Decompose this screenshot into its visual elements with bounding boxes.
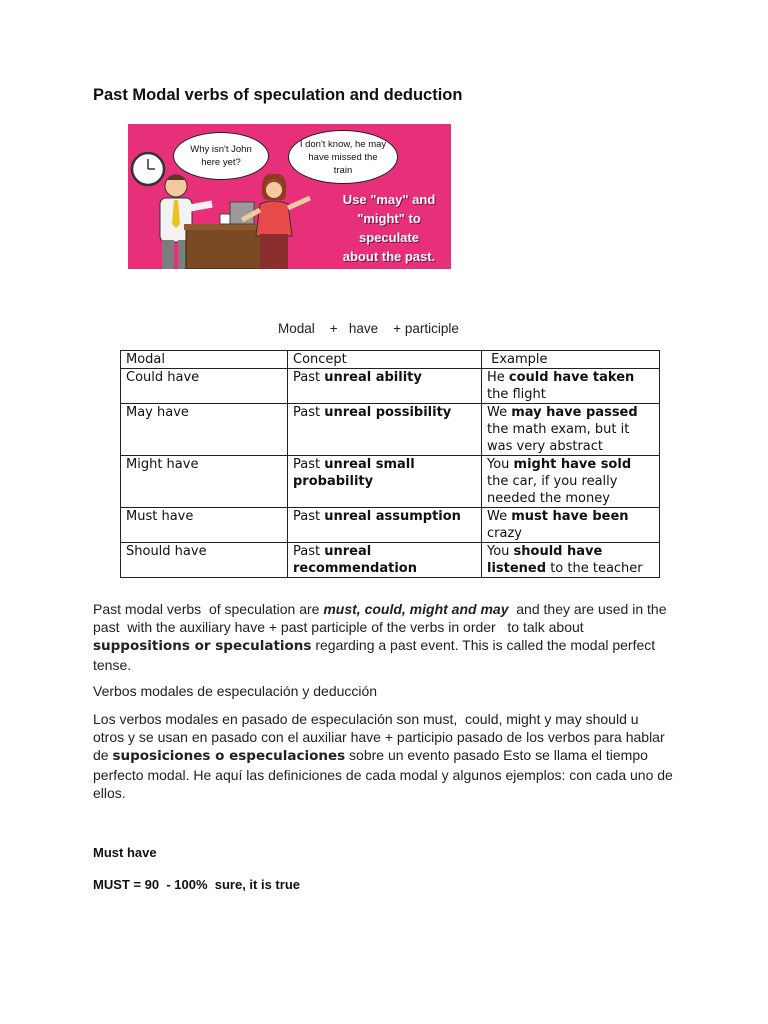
example-cell: You should have listened to the teacher	[482, 543, 660, 578]
modal-cell: Must have	[121, 508, 288, 543]
spanish-heading: Verbos modales de especulación y deducción	[93, 683, 378, 699]
table-row	[121, 456, 660, 508]
speculation-answer-bubble: I don't know, he may have missed the train	[288, 130, 398, 184]
table-row	[121, 543, 660, 578]
illustration-caption: Use "may" and "might" to speculate about the past.	[342, 192, 436, 264]
header-modal: Modal	[121, 351, 288, 369]
table-row	[121, 508, 660, 543]
modal-cell: May have	[121, 404, 288, 456]
table-row	[121, 404, 660, 456]
must-have-heading: Must have	[93, 845, 157, 860]
table-header-row	[121, 351, 660, 369]
modal-cell: Might have	[121, 456, 288, 508]
concept-cell: Past unreal recommendation	[288, 543, 482, 578]
concept-cell: Past unreal small probability	[288, 456, 482, 508]
john-question-bubble: Why isn't John here yet?	[173, 132, 269, 180]
example-cell: He could have taken the flight	[482, 369, 660, 404]
concept-cell: Past unreal assumption	[288, 508, 482, 543]
example-cell: We must have been crazy	[482, 508, 660, 543]
must-certainty-line: MUST = 90 - 100% sure, it is true	[93, 877, 300, 892]
speculation-illustration	[128, 124, 451, 269]
modal-verbs-table	[120, 350, 660, 578]
concept-cell: Past unreal possibility	[288, 404, 482, 456]
table-row	[121, 369, 660, 404]
header-example: Example	[482, 351, 660, 369]
header-concept: Concept	[288, 351, 482, 369]
example-cell: We may have passed the math exam, but it was very abstract	[482, 404, 660, 456]
english-explanation-paragraph: Past modal verbs of speculation are must, could, might and may and they are used in the past with the auxiliary have + past participle of the verbs in order to talk about suppositions or speculations regarding a past event. This is called the modal perfect tense.	[93, 601, 671, 673]
modal-formula: Modal + have + participle	[278, 321, 459, 336]
spanish-explanation-paragraph: Los verbos modales en pasado de especulación son must, could, might y may should u otros y se usan en pasado con el auxiliar have + participio pasado de los verbos para hablar de suposiciones o especulaciones sobre un evento pasado Esto se llama el tiempo perfecto modal. He aquí las definiciones de cada modal y algunos ejemplos: con cada uno de ellos.	[93, 711, 673, 801]
example-cell: You might have sold the car, if you really needed the money	[482, 456, 660, 508]
modal-cell: Should have	[121, 543, 288, 578]
concept-cell: Past unreal ability	[288, 369, 482, 404]
page-title: Past Modal verbs of speculation and deduction	[93, 86, 463, 104]
modal-cell: Could have	[121, 369, 288, 404]
